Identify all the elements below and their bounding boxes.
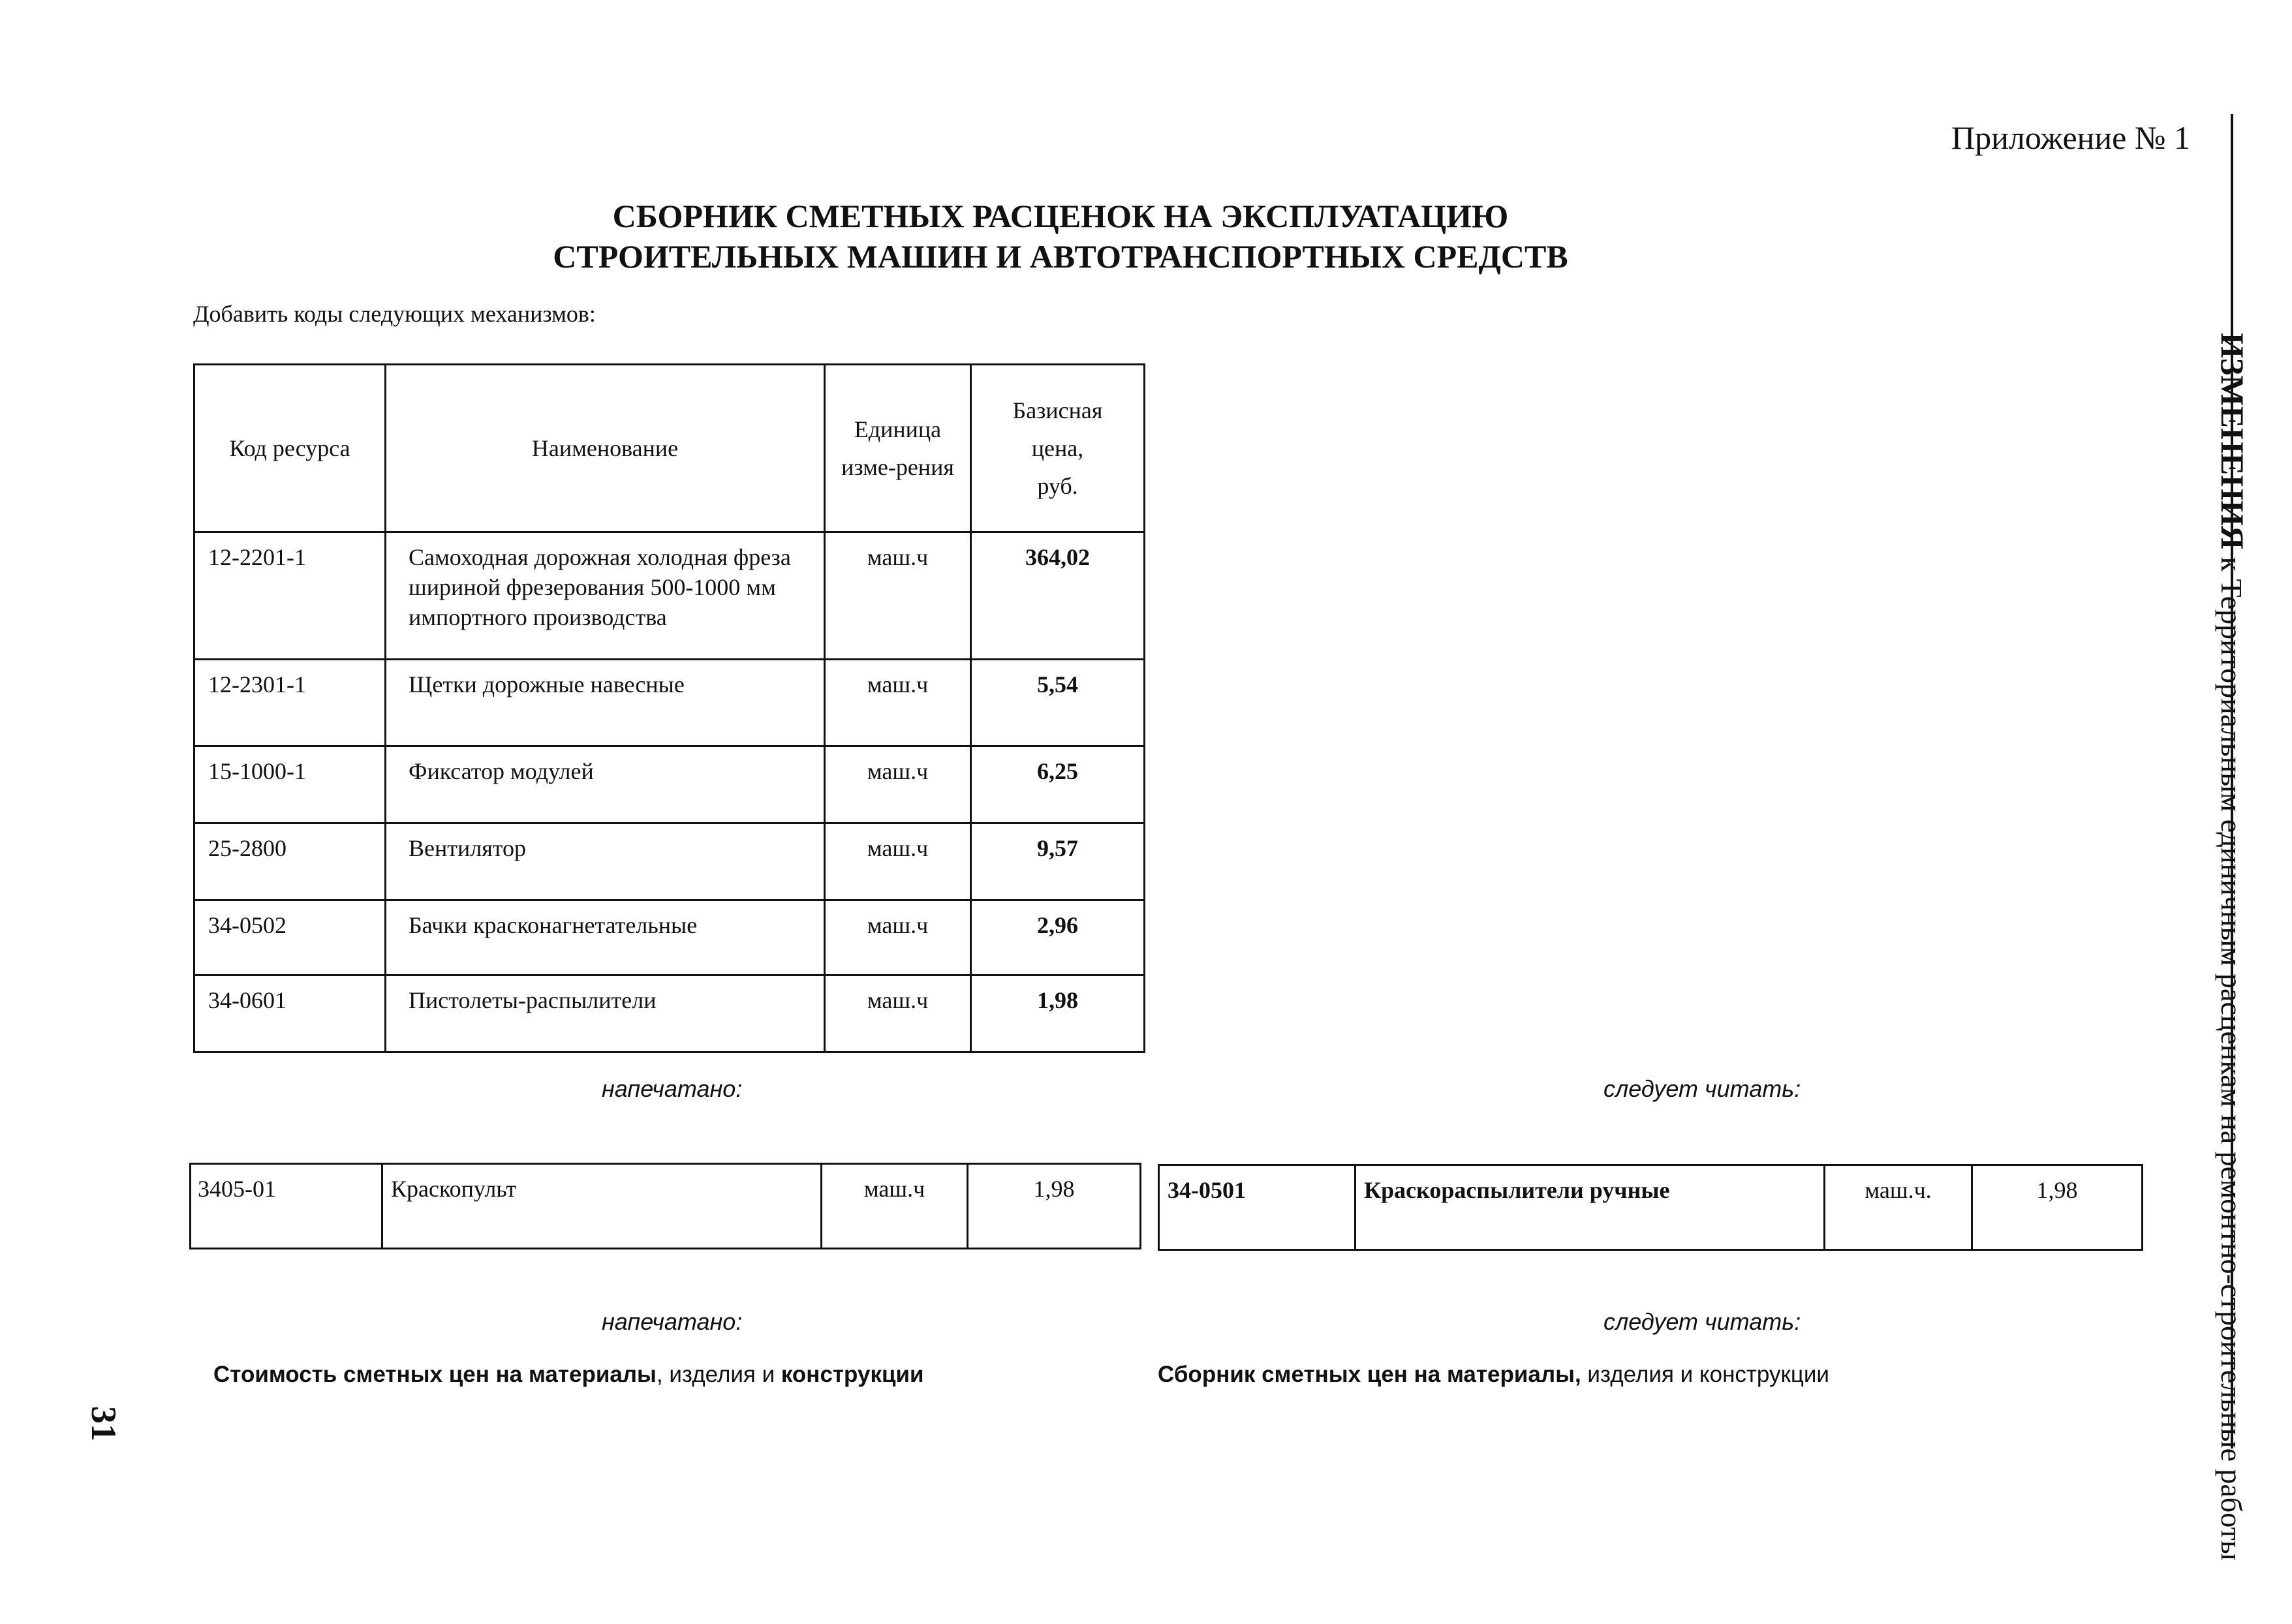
read-text: Сборник сметных цен на материалы, изделия и конструкции	[1158, 1362, 1829, 1387]
cell-price: 1,98	[1972, 1165, 2143, 1250]
table-row	[1159, 1165, 2143, 1250]
cell-price: 1,98	[968, 1164, 1141, 1249]
cell-code: 12-2201-1	[194, 532, 386, 660]
cell-unit: маш.ч	[822, 1164, 968, 1249]
cell-price: 5,54	[971, 660, 1145, 746]
cell-code: 34-0501	[1159, 1165, 1355, 1250]
table-row	[194, 532, 1145, 660]
cell-unit: маш.ч	[825, 900, 971, 975]
printed-label-2: напечатано:	[602, 1308, 743, 1335]
printed-text: Стоимость сметных цен на материалы, изделия и конструкции	[213, 1362, 924, 1387]
cell-price: 9,57	[971, 823, 1145, 900]
cell-code: 12-2301-1	[194, 660, 386, 746]
printed-label-1: напечатано:	[602, 1075, 743, 1102]
cell-name: Краскораспылители ручные	[1355, 1165, 1825, 1250]
page-number: 31	[84, 1406, 123, 1441]
printed-row-table	[189, 1163, 1141, 1249]
header-code: Код ресурса	[194, 365, 386, 532]
cell-unit: маш.ч	[825, 532, 971, 660]
document-title-line-1: СБОРНИК СМЕТНЫХ РАСЦЕНОК НА ЭКСПЛУАТАЦИЮ	[612, 198, 1509, 234]
table-row	[194, 823, 1145, 900]
document-title-line-2: СТРОИТЕЛЬНЫХ МАШИН И АВТОТРАНСПОРТНЫХ СРЕДСТВ	[553, 238, 1568, 275]
cell-code: 34-0502	[194, 900, 386, 975]
cell-name: Самоходная дорожная холодная фреза шириной фрезерования 500-1000 мм импортного производства	[386, 532, 825, 660]
cell-name: Пистолеты-распылители	[386, 975, 825, 1052]
cell-code: 15-1000-1	[194, 746, 386, 823]
header-name: Наименование	[386, 365, 825, 532]
cell-name: Фиксатор модулей	[386, 746, 825, 823]
cell-code: 25-2800	[194, 823, 386, 900]
mechanisms-table	[193, 363, 1145, 1053]
cell-name: Щетки дорожные навесные	[386, 660, 825, 746]
cell-price: 1,98	[971, 975, 1145, 1052]
table-header-row	[194, 365, 1145, 532]
cell-name: Бачки красконагнетательные	[386, 900, 825, 975]
intro-text: Добавить коды следующих механизмов:	[193, 301, 596, 327]
cell-unit: маш.ч	[825, 746, 971, 823]
cell-price: 2,96	[971, 900, 1145, 975]
side-header: ИЗМЕНЕНИЯ к Территориальным единичным расценкам на ремонтно-строительные работы	[2214, 333, 2251, 1561]
table-row	[194, 900, 1145, 975]
header-unit: Единица изме-рения	[825, 365, 971, 532]
cell-name: Краскопульт	[382, 1164, 822, 1249]
cell-price: 6,25	[971, 746, 1145, 823]
cell-code: 3405-01	[191, 1164, 382, 1249]
table-row	[194, 660, 1145, 746]
read-label-2: следует читать:	[1603, 1308, 1801, 1335]
cell-unit: маш.ч.	[1825, 1165, 1972, 1250]
table-row	[194, 975, 1145, 1052]
cell-price: 364,02	[971, 532, 1145, 660]
appendix-label: Приложение № 1	[1951, 119, 2191, 156]
table-row	[191, 1164, 1141, 1249]
cell-name: Вентилятор	[386, 823, 825, 900]
cell-code: 34-0601	[194, 975, 386, 1052]
read-label-1: следует читать:	[1603, 1075, 1801, 1102]
header-price: Базисная цена, руб.	[971, 365, 1145, 532]
read-row-table	[1158, 1164, 2143, 1251]
cell-unit: маш.ч	[825, 975, 971, 1052]
table-row	[194, 746, 1145, 823]
cell-unit: маш.ч	[825, 660, 971, 746]
cell-unit: маш.ч	[825, 823, 971, 900]
